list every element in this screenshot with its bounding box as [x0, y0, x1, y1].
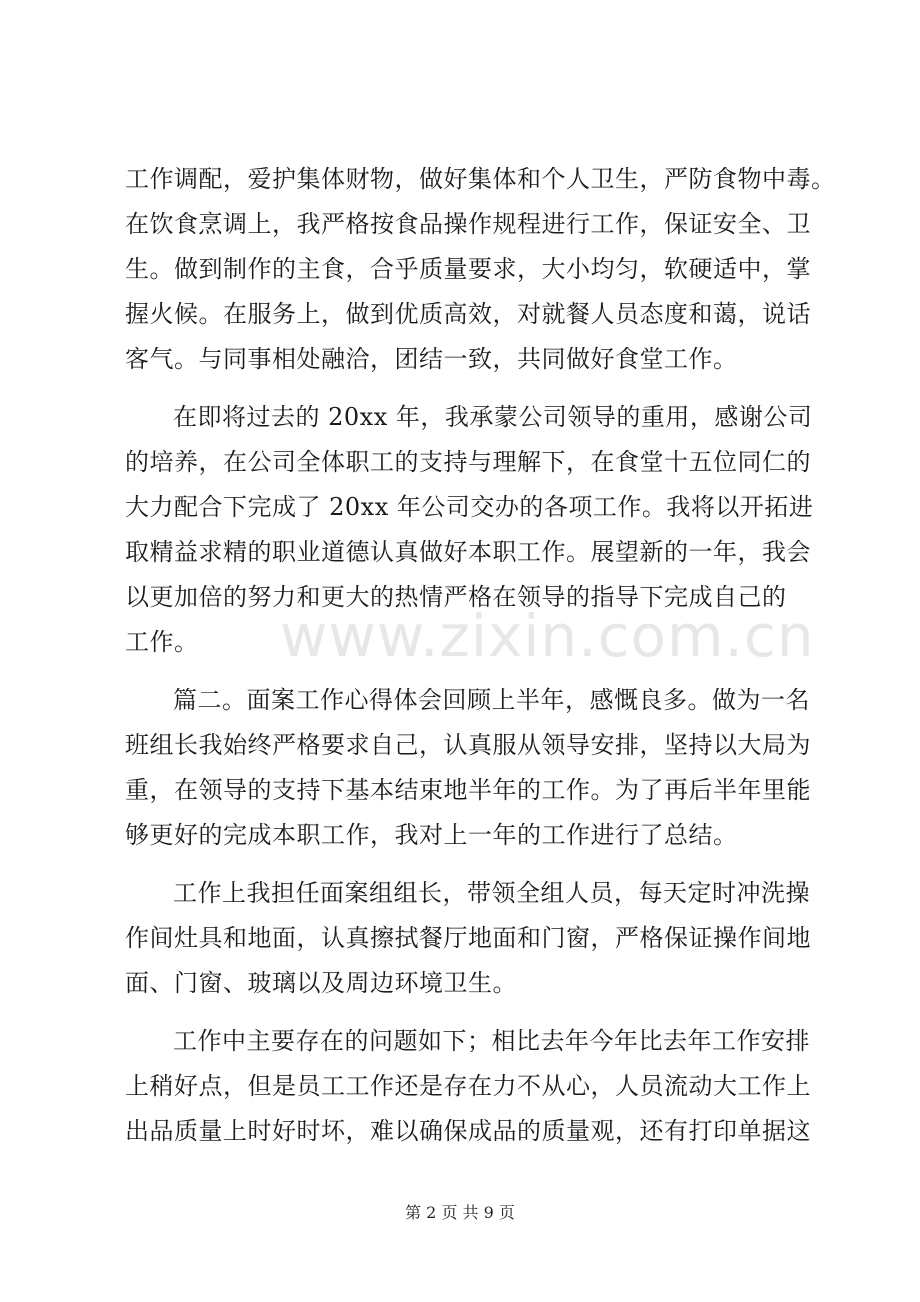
- paragraph-5: [125, 1019, 815, 1154]
- text-line: 出品质量上时好时坏，难以确保成品的质量观，还有打印单据这: [125, 1117, 811, 1145]
- page-footer: 第 2 页 共 9 页: [405, 1203, 515, 1222]
- text-line: 上稍好点，但是员工工作还是存在力不从心，人员流动大工作上: [125, 1072, 811, 1100]
- text-line: 生。做到制作的主食，合乎质量要求，大小均匀，软硬适中，掌: [125, 255, 811, 283]
- text-line: 班组长我始终严格要求自己，认真服从领导安排，坚持以大局为: [125, 731, 811, 759]
- text-line: 握火候。在服务上，做到优质高效，对就餐人员态度和蔼，说话: [125, 300, 811, 328]
- paragraph-2: [125, 395, 815, 665]
- paragraph-4: [125, 871, 815, 1006]
- text-line: 在饮食烹调上，我严格按食品操作规程进行工作，保证安全、卫: [125, 210, 811, 238]
- text-line: 工作上我担任面案组组长，带领全组人员，每天定时冲洗操: [173, 879, 810, 907]
- text-line: 工作。: [125, 628, 199, 656]
- text-line: 面、门窗、玻璃以及周边环境卫生。: [125, 969, 517, 997]
- paragraph-3: [125, 678, 815, 858]
- text-line: 客气。与同事相处融洽，团结一致，共同做好食堂工作。: [125, 345, 738, 373]
- text-line: 重，在领导的支持下基本结束地半年的工作。为了再后半年里能: [125, 776, 811, 804]
- text-line: 作间灶具和地面，认真擦拭餐厅地面和门窗，严格保证操作间地: [125, 924, 811, 952]
- text-line: 以更加倍的努力和更大的热情严格在领导的指导下完成自己的: [125, 583, 787, 611]
- text-line: 大力配合下完成了 20xx 年公司交办的各项工作。我将以开拓进: [125, 493, 814, 521]
- text-line: 工作中主要存在的问题如下；相比去年今年比去年工作安排: [173, 1027, 810, 1055]
- watermark: www.zixin.com.cn: [280, 602, 815, 670]
- text-line: 够更好的完成本职工作，我对上一年的工作进行了总结。: [125, 821, 738, 849]
- paragraph-1: [125, 157, 836, 382]
- text-line: 篇二。面案工作心得体会回顾上半年，感慨良多。做为一名: [173, 686, 810, 714]
- text-line: 的培养，在公司全体职工的支持与理解下，在食堂十五位同仁的: [125, 448, 811, 476]
- text-line: 工作调配，爱护集体财物，做好集体和个人卫生，严防食物中毒。: [125, 165, 836, 193]
- document-body: [125, 157, 836, 1154]
- text-line: 取精益求精的职业道德认真做好本职工作。展望新的一年，我会: [125, 538, 811, 566]
- text-line: 在即将过去的 20xx 年，我承蒙公司领导的重用，感谢公司: [173, 403, 813, 431]
